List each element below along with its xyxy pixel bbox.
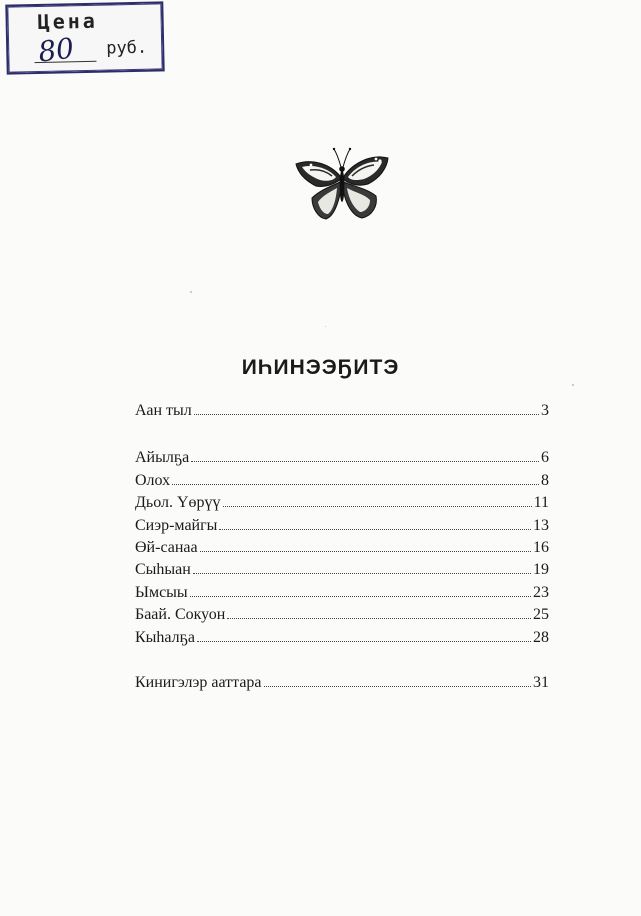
toc-entry-page: 13	[533, 516, 549, 534]
toc-leader-dots	[193, 573, 531, 574]
toc-entry-page: 6	[541, 449, 549, 467]
toc-entry	[135, 449, 549, 471]
toc-leader-dots	[223, 506, 532, 507]
stamp-label: Цена	[37, 8, 99, 34]
toc-group-last	[135, 674, 549, 696]
toc-entry-page: 25	[533, 606, 549, 624]
toc-entry-page: 16	[533, 538, 549, 556]
toc-leader-dots	[200, 551, 531, 552]
toc-leader-dots	[227, 618, 531, 619]
toc-leader-dots	[194, 414, 539, 415]
toc-entry	[135, 402, 549, 424]
toc-entry-page: 11	[533, 494, 549, 512]
toc-entry-page: 8	[541, 471, 549, 489]
toc-entry	[135, 494, 549, 516]
stamp-unit: руб.	[106, 37, 148, 59]
toc-entry-title: Аан тыл	[135, 402, 192, 419]
toc-leader-dots	[264, 686, 531, 687]
toc-entry	[135, 629, 549, 651]
toc-leader-dots	[190, 596, 531, 597]
toc-entry	[135, 517, 549, 539]
toc-entry	[135, 674, 549, 696]
toc-entry-title: Сыһыан	[135, 561, 191, 579]
toc-entry-title: Дьол. Үөрүү	[135, 494, 221, 512]
toc-entry-title: Баай. Сокуон	[135, 606, 226, 624]
toc-entry	[135, 606, 549, 628]
toc-entry-title: Ымсыы	[135, 583, 188, 601]
toc-entry-title: Олох	[135, 471, 171, 489]
toc-leader-dots	[191, 461, 539, 462]
toc-entry-title: Сиэр-майгы	[135, 516, 218, 534]
toc-entry-title: Өй-санаа	[135, 538, 198, 556]
toc-entry	[135, 539, 549, 561]
stamp-price: 80	[36, 31, 76, 69]
page-title: ИҺИНЭЭҔИТЭ	[241, 356, 400, 379]
toc-leader-dots	[197, 641, 531, 642]
toc-entry-title: Кинигэлэр ааттара	[135, 673, 262, 691]
price-stamp	[5, 1, 164, 74]
toc-entry-page: 28	[533, 628, 549, 646]
toc-leader-dots	[219, 529, 531, 530]
toc-entry	[135, 561, 549, 583]
toc-entry-title: Кыһалҕа	[135, 628, 195, 646]
toc-entry-page: 3	[541, 402, 549, 419]
toc-entry-page: 23	[533, 583, 549, 601]
toc-entry-page: 19	[533, 561, 549, 579]
toc-entry-title: Айылҕа	[135, 449, 190, 467]
toc-group-first	[135, 402, 549, 424]
toc-leader-dots	[172, 484, 539, 485]
toc-entry	[135, 584, 549, 606]
toc-entry-page: 31	[533, 673, 549, 691]
table-of-contents	[135, 402, 549, 696]
toc-entry	[135, 472, 549, 494]
butterfly-icon	[292, 146, 392, 224]
toc-group-middle	[135, 449, 549, 651]
